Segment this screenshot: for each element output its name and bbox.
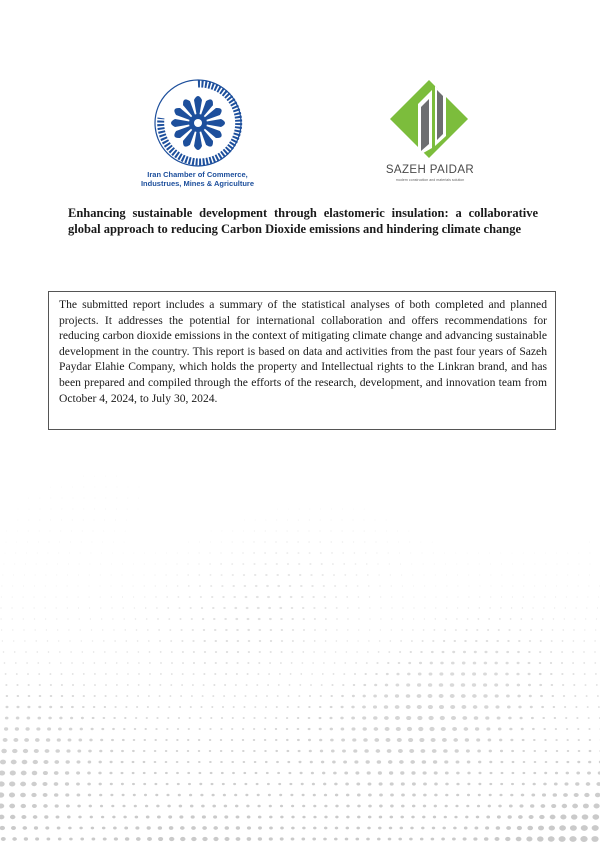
iccima-name-line1: Iran Chamber of Commerce, xyxy=(147,170,248,179)
brand-name: SAZEH PAIDAR xyxy=(385,164,475,176)
summary-box xyxy=(48,291,556,430)
iccima-logo xyxy=(135,78,260,188)
dotted-wave-background xyxy=(0,470,600,849)
iccima-name-line2: Industrues, Mines & Agriculture xyxy=(140,179,255,188)
summary-text: The submitted report includes a summary of the statistical analyses of both completed and planned projects. It addresses the potential for international collaboration and offers recommendations for reducing carbon dioxide emissions in the context of mitigating climate change and advancing sustainable development in the country. This report is based on data and activities from the past four years of Sazeh Paydar Elahie Company, which holds the property and Intellectual rights to the Linkran brand, and has been prepared and compiled through the efforts of the research, development, and innovation team from October 4, 2024, to July 30, 2024. xyxy=(59,298,547,405)
brand-tagline: modern construction and materials solution xyxy=(395,178,465,182)
sazeh-paidar-logo xyxy=(380,78,480,190)
iccima-emblem-icon xyxy=(153,78,243,168)
report-title: Enhancing sustainable development through elastomeric insulation: a collaborative global approach to reducing Carbon Dioxide emissions and hindering climate change xyxy=(68,206,538,236)
sazeh-paidar-mark-icon xyxy=(388,78,470,160)
